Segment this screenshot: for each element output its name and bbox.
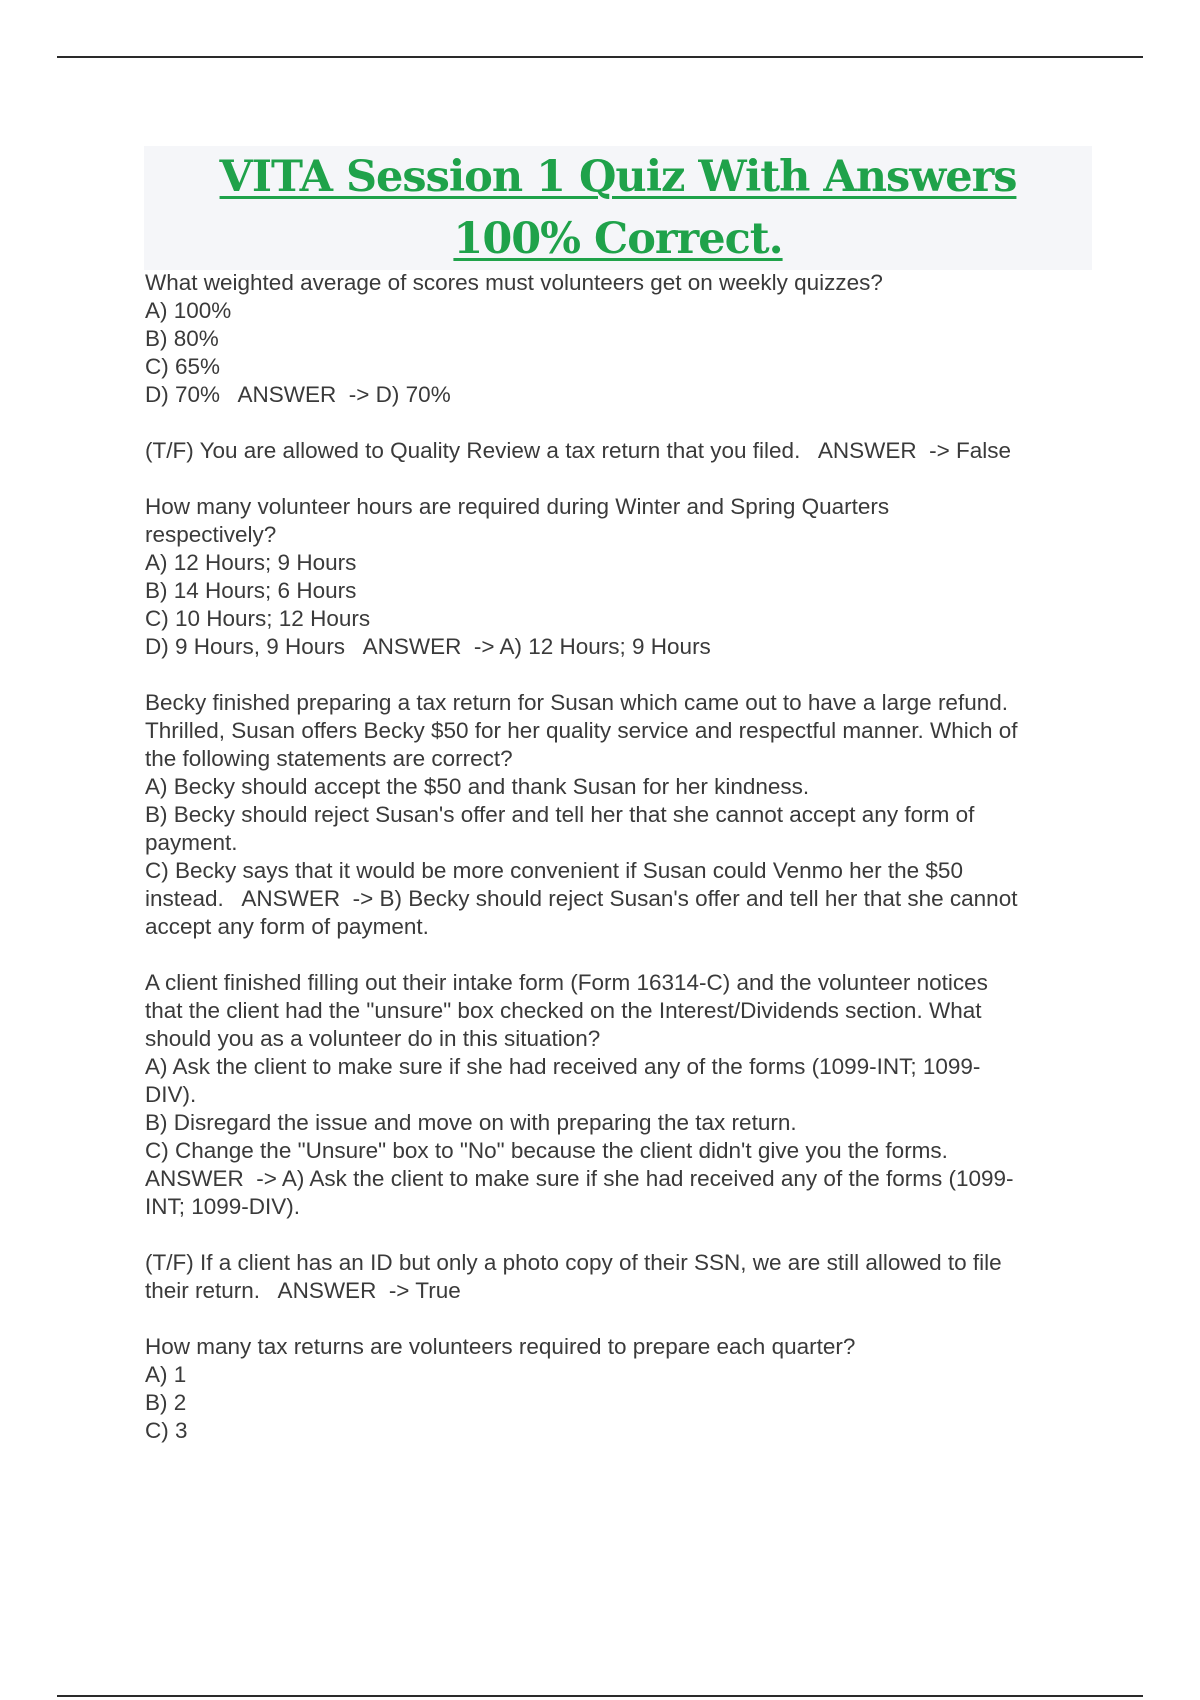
question-line: C) Change the "Unsure" box to "No" because the client didn't give you the forms. — [145, 1138, 948, 1163]
question-line: D) 9 Hours, 9 Hours ANSWER -> A) 12 Hours; 9 Hours — [145, 634, 711, 659]
question-line: B) 14 Hours; 6 Hours — [145, 578, 357, 603]
document-title — [144, 146, 1092, 270]
question-block — [145, 269, 1095, 409]
question-line: B) 80% — [145, 326, 219, 351]
bottom-divider — [57, 1695, 1143, 1697]
question-block — [145, 493, 1095, 661]
question-line: Becky finished preparing a tax return for Susan which came out to have a large refund. — [145, 690, 1008, 715]
question-block — [145, 1333, 1095, 1445]
question-line: B) Disregard the issue and move on with preparing the tax return. — [145, 1110, 797, 1135]
question-line: DIV). — [145, 1082, 197, 1107]
question-block — [145, 1249, 1095, 1305]
top-divider — [57, 56, 1143, 58]
question-line: C) 3 — [145, 1418, 188, 1443]
question-line: their return. ANSWER -> True — [145, 1278, 461, 1303]
question-line: A) Ask the client to make sure if she had received any of the forms (1099-INT; 1099- — [145, 1054, 981, 1079]
question-line: C) 10 Hours; 12 Hours — [145, 606, 371, 631]
question-line: How many tax returns are volunteers required to prepare each quarter? — [145, 1334, 856, 1359]
question-line: (T/F) You are allowed to Quality Review a tax return that you filed. ANSWER -> False — [145, 438, 1011, 463]
question-line: instead. ANSWER -> B) Becky should reject Susan's offer and tell her that she cannot — [145, 886, 1018, 911]
question-line: Thrilled, Susan offers Becky $50 for her quality service and respectful manner. Which of — [145, 718, 1018, 743]
question-block — [145, 437, 1095, 465]
title-line-1: VITA Session 1 Quiz With Answers — [219, 152, 1017, 202]
question-line: C) 65% — [145, 354, 221, 379]
quiz-content — [145, 269, 1095, 1473]
title-line-2: 100% Correct. — [453, 214, 783, 264]
question-line: C) Becky says that it would be more convenient if Susan could Venmo her the $50 — [145, 858, 963, 883]
question-line: the following statements are correct? — [145, 746, 513, 771]
question-line: A client finished filling out their intake form (Form 16314-C) and the volunteer notices — [145, 970, 988, 995]
question-line: respectively? — [145, 522, 277, 547]
question-block — [145, 969, 1095, 1221]
question-line: How many volunteer hours are required during Winter and Spring Quarters — [145, 494, 890, 519]
question-line: (T/F) If a client has an ID but only a photo copy of their SSN, we are still allowed to file — [145, 1250, 1002, 1275]
question-line: payment. — [145, 830, 238, 855]
question-line: What weighted average of scores must volunteers get on weekly quizzes? — [145, 270, 883, 295]
question-line: should you as a volunteer do in this situation? — [145, 1026, 601, 1051]
question-line: A) 1 — [145, 1362, 187, 1387]
question-line: A) 100% — [145, 298, 232, 323]
question-line: A) Becky should accept the $50 and thank Susan for her kindness. — [145, 774, 810, 799]
question-line: D) 70% ANSWER -> D) 70% — [145, 382, 451, 407]
question-line: ANSWER -> A) Ask the client to make sure if she had received any of the forms (1099- — [145, 1166, 1014, 1191]
question-block — [145, 689, 1095, 941]
question-line: INT; 1099-DIV). — [145, 1194, 301, 1219]
question-line: A) 12 Hours; 9 Hours — [145, 550, 357, 575]
question-line: B) Becky should reject Susan's offer and tell her that she cannot accept any form of — [145, 802, 975, 827]
question-line: accept any form of payment. — [145, 914, 429, 939]
question-line: that the client had the "unsure" box checked on the Interest/Dividends section. What — [145, 998, 982, 1023]
question-line: B) 2 — [145, 1390, 187, 1415]
